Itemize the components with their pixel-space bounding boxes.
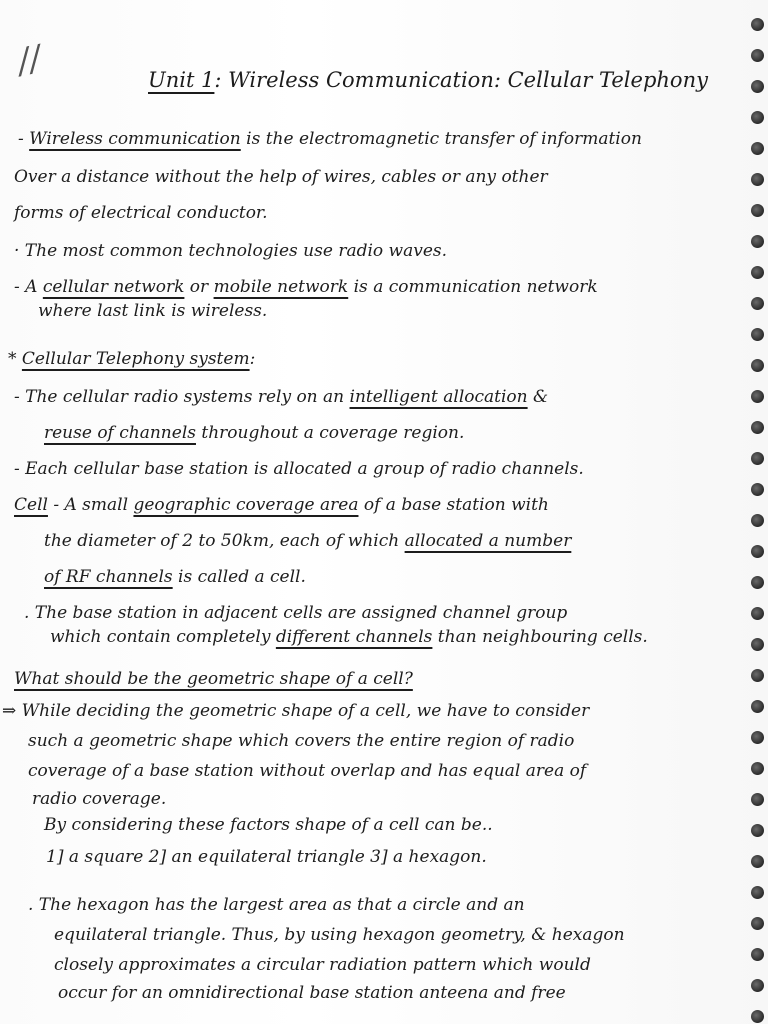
note-line bbox=[14, 166, 548, 188]
binder-hole bbox=[751, 669, 764, 682]
note-line bbox=[18, 128, 642, 150]
binder-hole bbox=[751, 111, 764, 124]
note-text: than neighbouring cells. bbox=[432, 627, 648, 647]
note-text: - A bbox=[14, 277, 43, 297]
binder-hole bbox=[751, 173, 764, 186]
note-line bbox=[54, 954, 591, 976]
note-line bbox=[44, 814, 493, 836]
note-text: Over a distance without the help of wires, cables or any other bbox=[14, 167, 548, 187]
note-text: * bbox=[8, 349, 22, 369]
note-line bbox=[2, 700, 589, 722]
note-text: 1] a square 2] an equilateral triangle 3] a hexagon. bbox=[46, 847, 487, 867]
binder-hole bbox=[751, 793, 764, 806]
note-text: the diameter of 2 to 50km, each of which bbox=[44, 531, 405, 551]
binder-hole bbox=[751, 18, 764, 31]
note-text: is the electromagnetic transfer of information bbox=[240, 129, 642, 149]
note-line bbox=[14, 494, 549, 516]
binder-hole bbox=[751, 328, 764, 341]
note-text: equilateral triangle. Thus, by using hexagon geometry, & hexagon bbox=[54, 925, 625, 945]
note-text: occur for an omnidirectional base station anteena and free bbox=[58, 983, 566, 1003]
note-line bbox=[8, 348, 255, 370]
underlined-term: different channels bbox=[275, 627, 433, 647]
note-text: & bbox=[527, 387, 549, 407]
binder-hole bbox=[751, 1010, 764, 1023]
note-text: where last link is wireless. bbox=[38, 301, 268, 321]
binder-hole bbox=[751, 483, 764, 496]
note-text: - A small bbox=[47, 495, 134, 515]
note-line bbox=[28, 894, 525, 916]
note-line bbox=[14, 240, 447, 262]
note-text: : bbox=[249, 349, 256, 369]
underlined-term: Cellular Telephony system bbox=[21, 349, 250, 369]
binder-hole bbox=[751, 762, 764, 775]
note-line bbox=[14, 386, 548, 408]
underlined-term: reuse of channels bbox=[44, 423, 196, 443]
binder-hole bbox=[751, 266, 764, 279]
note-line bbox=[32, 788, 166, 810]
binder-hole bbox=[751, 204, 764, 217]
underlined-term: mobile network bbox=[213, 277, 349, 297]
underlined-term: Wireless communication bbox=[29, 129, 241, 149]
note-text: - The cellular radio systems rely on an bbox=[14, 387, 350, 407]
underlined-term: of RF channels bbox=[44, 567, 173, 587]
note-text: ⇒ While deciding the geometric shape of a cell, we have to consider bbox=[2, 701, 590, 721]
binder-hole bbox=[751, 917, 764, 930]
note-line bbox=[44, 566, 306, 588]
note-text: . The base station in adjacent cells are assigned channel group bbox=[24, 603, 568, 623]
note-text: radio coverage. bbox=[32, 789, 167, 809]
note-text: · The most common technologies use radio waves. bbox=[14, 241, 448, 261]
binder-hole bbox=[751, 49, 764, 62]
note-line bbox=[14, 276, 598, 298]
underlined-term: What should be the geometric shape of a cell? bbox=[14, 669, 413, 689]
note-line bbox=[14, 458, 584, 480]
note-line bbox=[46, 846, 487, 868]
binder-hole bbox=[751, 421, 764, 434]
margin-mark: // bbox=[14, 38, 45, 82]
note-line bbox=[14, 202, 268, 224]
binder-hole bbox=[751, 731, 764, 744]
binder-hole bbox=[751, 824, 764, 837]
underlined-term: cellular network bbox=[42, 277, 185, 297]
note-text: such a geometric shape which covers the entire region of radio bbox=[28, 731, 575, 751]
note-line bbox=[54, 924, 625, 946]
binder-hole bbox=[751, 297, 764, 310]
note-text: is called a cell. bbox=[172, 567, 306, 587]
binder-hole bbox=[751, 452, 764, 465]
binder-hole bbox=[751, 607, 764, 620]
unit-label: Unit 1 bbox=[148, 68, 215, 92]
note-text: coverage of a base station without overlap and has equal area of bbox=[28, 761, 587, 781]
binder-hole bbox=[751, 142, 764, 155]
binder-hole bbox=[751, 886, 764, 899]
note-line bbox=[58, 982, 566, 1004]
note-line bbox=[24, 602, 567, 624]
binder-hole bbox=[751, 576, 764, 589]
binder-hole bbox=[751, 545, 764, 558]
note-text: By considering these factors shape of a cell can be.. bbox=[44, 815, 493, 835]
note-text: is a communication network bbox=[348, 277, 598, 297]
underlined-term: allocated a number bbox=[404, 531, 572, 551]
binder-hole bbox=[751, 390, 764, 403]
note-text: - bbox=[18, 129, 30, 149]
binder-hole bbox=[751, 979, 764, 992]
note-text: of a base station with bbox=[358, 495, 549, 515]
note-line bbox=[28, 760, 586, 782]
note-text: closely approximates a circular radiation pattern which would bbox=[54, 955, 591, 975]
binder-hole bbox=[751, 235, 764, 248]
note-text: . The hexagon has the largest area as that a circle and an bbox=[28, 895, 525, 915]
note-line bbox=[28, 730, 574, 752]
note-text: forms of electrical conductor. bbox=[14, 203, 268, 223]
note-line bbox=[44, 422, 464, 444]
binder-hole bbox=[751, 514, 764, 527]
note-text: - Each cellular base station is allocated a group of radio channels. bbox=[14, 459, 584, 479]
note-text: which contain completely bbox=[50, 627, 276, 647]
underlined-term: intelligent allocation bbox=[349, 387, 528, 407]
underlined-term: geographic coverage area bbox=[133, 495, 359, 515]
note-line bbox=[50, 626, 648, 648]
underlined-term: Cell bbox=[14, 495, 48, 515]
title-text: : Wireless Communication: Cellular Telephony bbox=[214, 68, 708, 92]
note-line bbox=[14, 668, 413, 690]
note-text: throughout a coverage region. bbox=[195, 423, 465, 443]
page-title bbox=[148, 68, 708, 92]
binder-hole bbox=[751, 638, 764, 651]
binder-hole bbox=[751, 855, 764, 868]
note-line bbox=[44, 530, 571, 552]
binder-hole bbox=[751, 700, 764, 713]
binder-hole bbox=[751, 80, 764, 93]
binder-holes bbox=[738, 0, 768, 1024]
binder-hole bbox=[751, 948, 764, 961]
note-line bbox=[38, 300, 267, 322]
note-text: or bbox=[184, 277, 214, 297]
binder-hole bbox=[751, 359, 764, 372]
